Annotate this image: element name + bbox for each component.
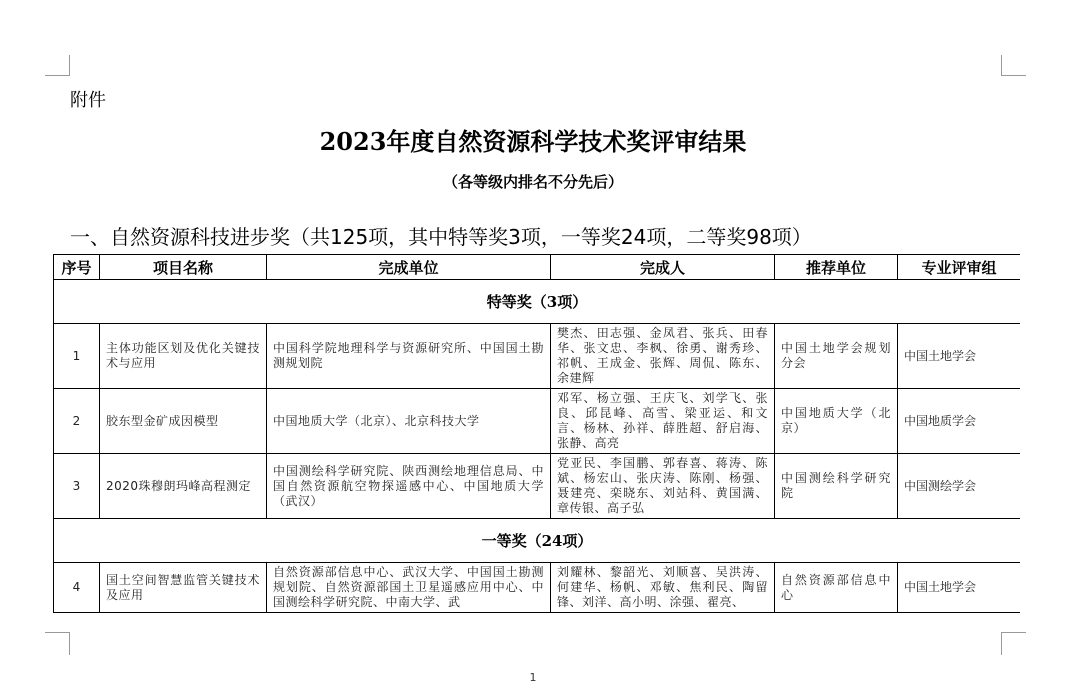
cell-text: 中国土地学会 bbox=[904, 580, 977, 594]
crop-mark-bottom-right bbox=[1001, 632, 1026, 655]
cell-text: 自然资源部信息中心 bbox=[781, 572, 891, 602]
cell-recommender bbox=[775, 324, 898, 389]
header-project-name: 项目名称 bbox=[100, 255, 267, 280]
cell-text: 邓军、杨立强、王庆飞、刘学飞、张良、邱昆峰、高雪、梁亚运、和文言、杨林、孙祥、薛胜超、舒启海、张静、高亮 bbox=[557, 391, 768, 450]
table-row bbox=[54, 389, 1021, 454]
cell-no: 3 bbox=[54, 454, 100, 519]
cell-text: 自然资源部信息中心、武汉大学、中国国土勘测规划院、自然资源部国土卫星遥感应用中心、中国测绘科学研究院、中南大学、武 bbox=[273, 565, 544, 609]
cell-text: 中国测绘科学研究院、陕西测绘地理信息局、中国自然资源航空物探遥感中心、中国地质大学（武汉） bbox=[273, 463, 544, 508]
group-label: 特等奖（3项） bbox=[54, 280, 1021, 324]
cell-text: 中国土地学会 bbox=[904, 348, 977, 363]
cell-people bbox=[551, 454, 775, 519]
group-label: 一等奖（24项） bbox=[54, 519, 1021, 563]
cell-text: 中国土地学会规划分会 bbox=[781, 341, 891, 370]
header-people: 完成人 bbox=[551, 255, 775, 280]
cell-text: 主体功能区划及优化关键技术与应用 bbox=[106, 341, 260, 370]
cell-people bbox=[551, 389, 775, 454]
cell-panel bbox=[898, 454, 1021, 519]
page-number: 1 bbox=[529, 671, 537, 684]
section-heading: 一、自然资源科技进步奖（共125项，其中特等奖3项，一等奖24项，二等奖98项） bbox=[70, 225, 812, 249]
cell-project-name bbox=[100, 324, 267, 389]
cell-panel bbox=[898, 563, 1021, 613]
cell-project-name bbox=[100, 563, 267, 613]
group-row-first-prize bbox=[54, 519, 1021, 563]
cell-text: 中国地质大学（北京）、北京科技大学 bbox=[273, 413, 480, 428]
cell-text: 2020珠穆朗玛峰高程测定 bbox=[106, 478, 252, 493]
attachment-label: 附件 bbox=[70, 90, 106, 111]
cell-text: 胶东型金矿成因模型 bbox=[106, 413, 219, 428]
crop-mark-bottom-left bbox=[45, 632, 70, 655]
cell-panel bbox=[898, 389, 1021, 454]
cell-people bbox=[551, 324, 775, 389]
cell-units bbox=[267, 454, 551, 519]
cell-no: 2 bbox=[54, 389, 100, 454]
header-recommender: 推荐单位 bbox=[775, 255, 898, 280]
cell-text: 党亚民、李国鹏、郭春喜、蒋涛、陈斌、杨宏山、张庆涛、陈刚、杨强、聂建亮、栾晓东、刘站科、黄国满、章传银、高子弘 bbox=[557, 456, 768, 515]
table-header-row bbox=[54, 255, 1021, 280]
table-row bbox=[54, 454, 1021, 519]
header-units: 完成单位 bbox=[267, 255, 551, 280]
cell-recommender bbox=[775, 563, 898, 613]
cell-text: 中国测绘学会 bbox=[904, 478, 977, 493]
cell-text: 国土空间智慧监管关键技术及应用 bbox=[106, 572, 260, 602]
cell-units bbox=[267, 389, 551, 454]
cell-text: 樊杰、田志强、金凤君、张兵、田春华、张文忠、李枫、徐勇、谢秀珍、祁帆、王成金、张辉、周侃、陈东、余建辉 bbox=[557, 326, 768, 385]
crop-mark-top-right bbox=[1001, 55, 1026, 76]
header-no: 序号 bbox=[54, 255, 100, 280]
cell-text: 中国地质大学（北京） bbox=[781, 406, 891, 435]
cell-project-name bbox=[100, 389, 267, 454]
results-table bbox=[53, 254, 1020, 613]
document-subtitle: （各等级内排名不分先后） bbox=[442, 173, 623, 191]
group-row-special-prize bbox=[54, 280, 1021, 324]
table-row bbox=[54, 324, 1021, 389]
cell-no: 1 bbox=[54, 324, 100, 389]
cell-text: 中国科学院地理科学与资源研究所、中国国土勘测规划院 bbox=[273, 341, 544, 370]
cell-units bbox=[267, 563, 551, 613]
cell-panel bbox=[898, 324, 1021, 389]
results-table-container bbox=[53, 254, 1020, 615]
cell-project-name bbox=[100, 454, 267, 519]
cell-text: 中国测绘科学研究院 bbox=[781, 471, 891, 500]
cell-people bbox=[551, 563, 775, 613]
cell-no: 4 bbox=[54, 563, 100, 613]
cell-recommender bbox=[775, 389, 898, 454]
document-title: 2023年度自然资源科学技术奖评审结果 bbox=[319, 127, 747, 156]
table-row bbox=[54, 563, 1021, 613]
cell-text: 刘耀林、黎韶光、刘顺喜、吴洪涛、何建华、杨帆、邓敏、焦利民、陶留锋、刘洋、高小明、涂强、翟亮、 bbox=[557, 565, 768, 609]
cell-units bbox=[267, 324, 551, 389]
cell-recommender bbox=[775, 454, 898, 519]
crop-mark-top-left bbox=[45, 55, 70, 76]
cell-text: 中国地质学会 bbox=[904, 413, 977, 428]
header-panel: 专业评审组 bbox=[898, 255, 1021, 280]
